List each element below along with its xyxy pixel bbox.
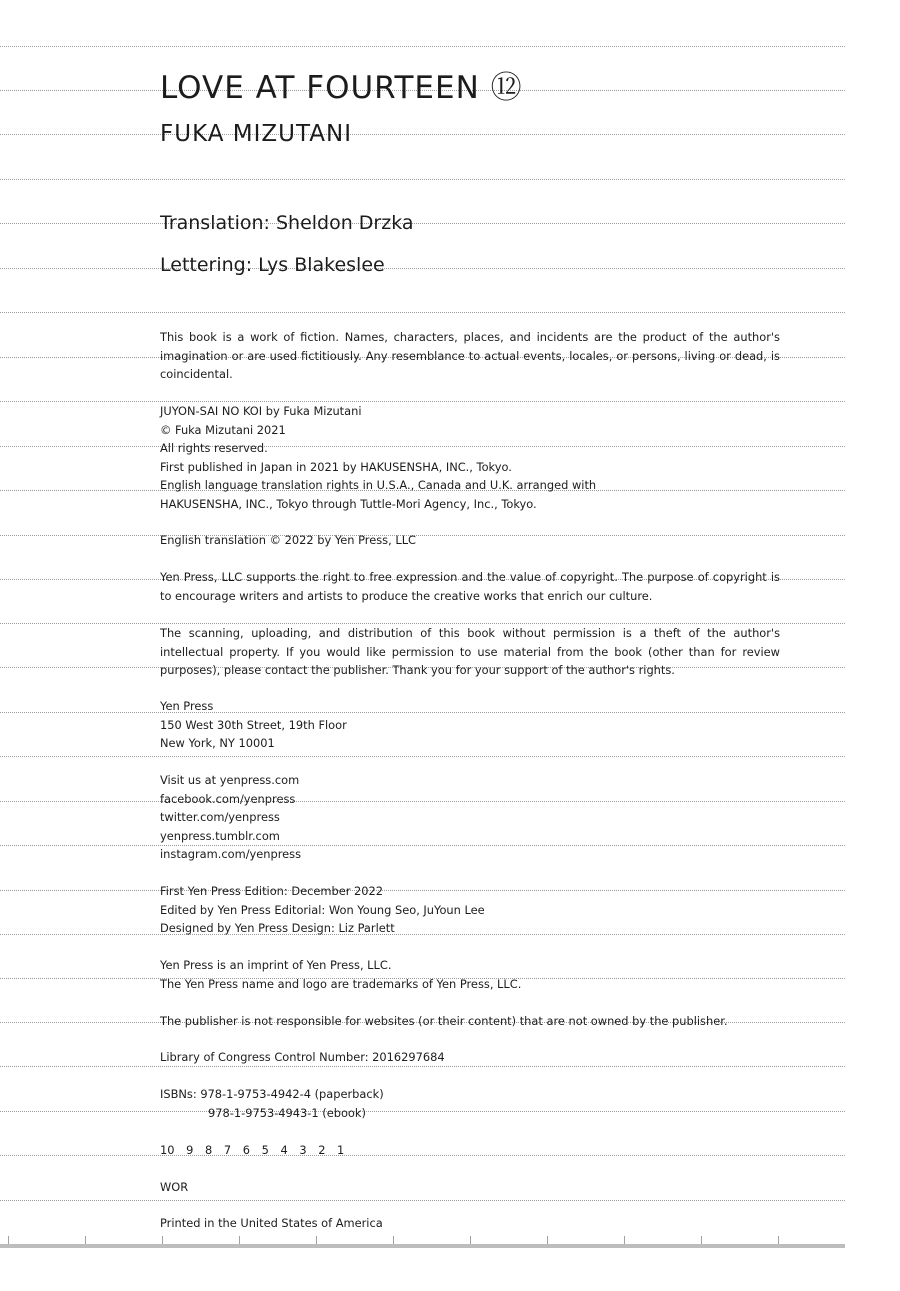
book-title: LOVE AT FOURTEEN ⑫ [160, 70, 523, 106]
printed-in [160, 1214, 780, 1233]
address-line: New York, NY 10001 [160, 736, 275, 750]
fiction-notice-text: This book is a work of fiction. Names, characters, places, and incidents are the product of the author's imagination or are used fictitiously. Any resemblance to actual events, locales, or persons, living or dead, is coincidental. [160, 330, 780, 381]
author-name: FUKA MIZUTANI [160, 121, 352, 147]
original-rights-line: English language translation rights in U.S.A., Canada and U.K. arranged with [160, 478, 597, 492]
translation-copyright [160, 531, 780, 550]
imprint-line: The Yen Press name and logo are trademarks of Yen Press, LLC. [160, 976, 522, 991]
web-link: twitter.com/yenpress [160, 810, 280, 824]
expression-statement-text: Yen Press, LLC supports the right to free expression and the value of copyright. The purpose of copyright is to encourage writers and artists to produce the creative works that enrich our culture. [160, 570, 780, 603]
original-rights-line: All rights reserved. [160, 441, 268, 455]
lccn [160, 1048, 780, 1067]
original-rights-line: JUYON-SAI NO KOI by Fuka Mizutani [160, 404, 362, 418]
isbns [160, 1085, 780, 1122]
printing-line-text: 10 9 8 7 6 5 4 3 2 1 [160, 1143, 345, 1157]
original-rights-line: First published in Japan in 2021 by HAKUSENSHA, INC., Tokyo. [160, 459, 512, 474]
web-link: instagram.com/yenpress [160, 847, 302, 861]
bottom-rule [0, 1244, 845, 1248]
edition-line: Edited by Yen Press Editorial: Won Young Seo, JuYoun Lee [160, 902, 485, 917]
address-line: Yen Press [160, 699, 214, 713]
printed-in-text: Printed in the United States of America [160, 1216, 383, 1230]
isbn-paperback: ISBNs: 978-1-9753-4942-4 (paperback) [160, 1087, 384, 1101]
scanning-statement [160, 624, 780, 680]
publisher-address [160, 697, 780, 753]
expression-statement [160, 568, 780, 605]
original-rights-line: HAKUSENSHA, INC., Tokyo through Tuttle-Mori Agency, Inc., Tokyo. [160, 496, 537, 511]
printer-code [160, 1178, 780, 1197]
edition-line: Designed by Yen Press Design: Liz Parlett [160, 921, 395, 935]
original-rights [160, 402, 780, 513]
publisher-disclaimer-text: The publisher is not responsible for websites (or their content) that are not owned by the publisher. [160, 1014, 728, 1028]
web-links [160, 771, 780, 864]
imprint-info [160, 956, 780, 993]
translation-copyright-text: English translation © 2022 by Yen Press, LLC [160, 533, 416, 547]
printing-line [160, 1141, 780, 1160]
edition-info [160, 882, 780, 938]
scanning-statement-text: The scanning, uploading, and distribution of this book without permission is a theft of the author's intellectual property. If you would like permission to use material from the book (other than for review purposes), please contact the publisher. Thank you for your support of the author's rights. [160, 626, 780, 677]
web-link: yenpress.tumblr.com [160, 828, 280, 843]
address-line: 150 West 30th Street, 19th Floor [160, 717, 347, 732]
fiction-notice [160, 328, 780, 384]
publisher-disclaimer [160, 1012, 780, 1031]
web-link: Visit us at yenpress.com [160, 773, 300, 787]
translation-credit: Translation: Sheldon Drzka [160, 212, 414, 234]
original-rights-line: © Fuka Mizutani 2021 [160, 422, 286, 437]
lettering-credit: Lettering: Lys Blakeslee [160, 254, 385, 276]
isbn-ebook: 978-1-9753-4943-1 (ebook) [208, 1105, 366, 1120]
lccn-text: Library of Congress Control Number: 2016297684 [160, 1050, 445, 1064]
printer-code-text: WOR [160, 1180, 189, 1194]
web-link: facebook.com/yenpress [160, 791, 296, 806]
edition-line: First Yen Press Edition: December 2022 [160, 884, 384, 898]
imprint-line: Yen Press is an imprint of Yen Press, LLC. [160, 958, 392, 972]
